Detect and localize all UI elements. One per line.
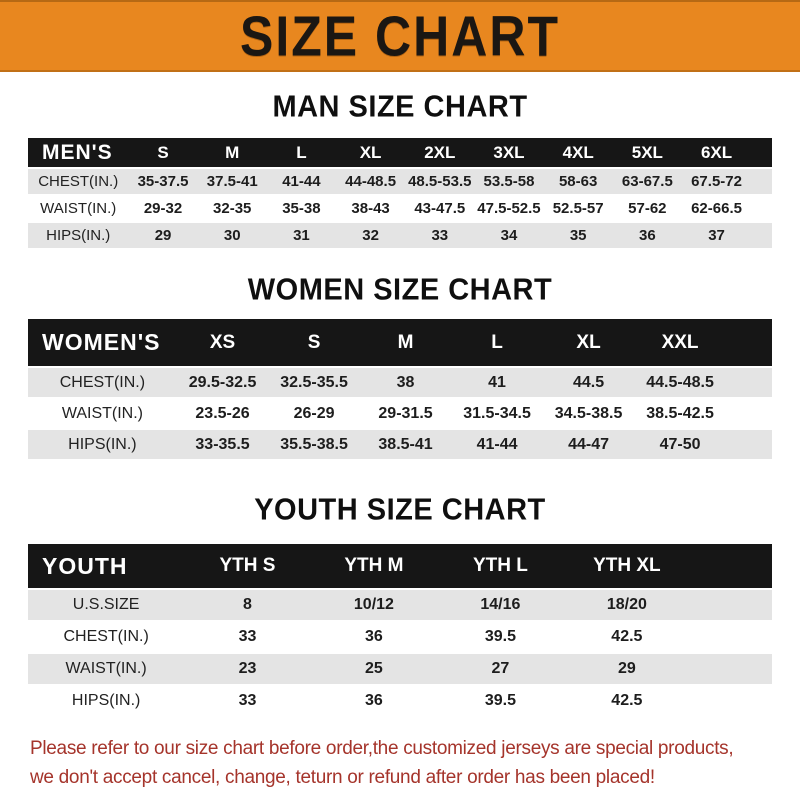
size-value-cell: 35-38 xyxy=(282,200,321,217)
size-value-cell: 14/16 xyxy=(480,596,521,613)
size-value-cell: 35.5-38.5 xyxy=(280,435,348,453)
measurement-row xyxy=(28,196,772,221)
size-value-cell: 29 xyxy=(617,660,636,677)
size-value-cell: 67.5-72 xyxy=(691,173,742,190)
size-value-cell: 23.5-26 xyxy=(195,404,250,422)
size-value-cell: 36 xyxy=(365,628,383,645)
mens-header-row xyxy=(28,138,772,167)
row-filler xyxy=(726,399,772,428)
size-column-header: 2XL xyxy=(424,142,456,162)
row-label: WAIST(IN.) xyxy=(61,404,143,422)
size-value-cell: 38.5-41 xyxy=(378,435,433,453)
disclaimer-text xyxy=(30,734,800,793)
size-value-cell: 62-66.5 xyxy=(691,200,742,217)
size-column-header: YTH M xyxy=(344,555,404,576)
header-filler xyxy=(726,319,772,366)
size-value-cell: 26-29 xyxy=(293,404,335,422)
size-value-cell: 34 xyxy=(500,227,518,244)
size-value-cell: 36 xyxy=(639,227,656,244)
size-column-header: 3XL xyxy=(493,142,525,162)
size-column-header: YTH S xyxy=(219,555,276,576)
size-value-cell: 32 xyxy=(362,227,379,244)
youth-group-label: YOUTH xyxy=(42,552,128,579)
youth-header-row xyxy=(28,544,772,588)
size-value-cell: 42.5 xyxy=(611,692,643,709)
women-size-section xyxy=(0,274,800,461)
size-value-cell: 41-44 xyxy=(282,173,321,190)
size-value-cell: 47-50 xyxy=(659,435,701,453)
size-value-cell: 32.5-35.5 xyxy=(280,373,348,391)
row-label: HIPS(IN.) xyxy=(46,227,111,244)
mens-size-table xyxy=(28,136,772,250)
size-value-cell: 32-35 xyxy=(213,200,252,217)
row-label: WAIST(IN.) xyxy=(40,200,117,217)
size-value-cell: 58-63 xyxy=(558,173,598,190)
man-size-table-wrap xyxy=(28,136,772,250)
size-value-cell: 37.5-41 xyxy=(206,173,258,190)
size-value-cell: 44-48.5 xyxy=(345,173,397,190)
size-value-cell: 25 xyxy=(365,660,383,677)
women-section-heading: WOMEN SIZE CHART xyxy=(247,273,553,307)
size-value-cell: 23 xyxy=(238,660,257,677)
size-column-header: S xyxy=(307,331,321,353)
row-label: U.S.SIZE xyxy=(72,596,140,613)
size-value-cell: 38 xyxy=(396,373,415,391)
size-column-header: XXL xyxy=(661,331,699,353)
row-filler xyxy=(726,430,772,459)
man-section-heading: MAN SIZE CHART xyxy=(272,90,528,124)
size-column-header: XL xyxy=(359,142,382,162)
size-value-cell: 53.5-58 xyxy=(483,173,535,190)
size-value-cell: 34.5-38.5 xyxy=(554,404,623,422)
size-column-header: XS xyxy=(209,331,236,353)
size-value-cell: 42.5 xyxy=(611,628,643,645)
size-column-header: 6XL xyxy=(700,142,733,162)
row-filler xyxy=(690,686,772,716)
size-value-cell: 31 xyxy=(293,227,310,244)
row-label: HIPS(IN.) xyxy=(71,692,141,709)
size-value-cell: 41 xyxy=(488,373,506,391)
size-value-cell: 41-44 xyxy=(476,435,518,453)
row-filler xyxy=(690,590,772,620)
size-column-header: YTH XL xyxy=(593,555,661,576)
size-chart-banner xyxy=(0,0,800,72)
size-value-cell: 30 xyxy=(223,227,241,244)
womens-size-table xyxy=(28,317,772,461)
size-value-cell: 33 xyxy=(238,692,257,709)
womens-header-row xyxy=(28,319,772,366)
measurement-row xyxy=(28,590,772,620)
size-value-cell: 10/12 xyxy=(353,596,394,613)
row-filler xyxy=(726,368,772,397)
size-value-cell: 36 xyxy=(365,692,383,709)
size-value-cell: 35 xyxy=(569,227,587,244)
row-filler xyxy=(751,196,772,221)
size-value-cell: 29-31.5 xyxy=(378,404,433,422)
disclaimer-line-1: Please refer to our size chart before order,the customized jerseys are special products, xyxy=(30,738,734,759)
row-label: CHEST(IN.) xyxy=(63,628,149,645)
size-column-header: 5XL xyxy=(631,142,663,162)
size-value-cell: 63-67.5 xyxy=(621,173,673,190)
size-column-header: M xyxy=(397,331,414,353)
size-value-cell: 52.5-57 xyxy=(552,200,604,217)
header-filler xyxy=(751,138,772,167)
size-column-header: L xyxy=(296,142,307,162)
women-size-table-wrap xyxy=(28,317,772,461)
youth-section-heading: YOUTH SIZE CHART xyxy=(254,493,546,527)
size-value-cell: 33-35.5 xyxy=(195,435,250,453)
size-value-cell: 35-37.5 xyxy=(137,173,189,190)
size-value-cell: 27 xyxy=(491,660,510,677)
size-value-cell: 48.5-53.5 xyxy=(408,173,472,190)
size-value-cell: 29-32 xyxy=(143,200,183,217)
header-filler xyxy=(690,544,772,588)
size-value-cell: 57-62 xyxy=(628,200,667,217)
size-value-cell: 43-47.5 xyxy=(414,200,466,217)
size-value-cell: 44-47 xyxy=(568,435,609,453)
row-label: CHEST(IN.) xyxy=(38,173,119,190)
size-value-cell: 39.5 xyxy=(484,628,516,645)
row-label: HIPS(IN.) xyxy=(68,435,137,453)
size-value-cell: 44.5-48.5 xyxy=(646,373,714,391)
size-value-cell: 33 xyxy=(431,227,449,244)
size-value-cell: 31.5-34.5 xyxy=(463,404,531,422)
size-value-cell: 29.5-32.5 xyxy=(188,373,257,391)
size-value-cell: 33 xyxy=(238,628,257,645)
row-label: WAIST(IN.) xyxy=(65,660,147,677)
man-size-section xyxy=(0,91,800,250)
size-value-cell: 47.5-52.5 xyxy=(477,200,541,217)
measurement-row xyxy=(28,622,772,652)
youth-size-section xyxy=(0,494,800,718)
row-filler xyxy=(690,654,772,684)
size-column-header: YTH L xyxy=(472,555,528,576)
measurement-row xyxy=(28,169,772,194)
size-value-cell: 38-43 xyxy=(351,200,390,217)
measurement-row xyxy=(28,223,772,248)
youth-size-table-wrap xyxy=(28,542,772,718)
row-filler xyxy=(751,223,772,248)
size-column-header: XL xyxy=(576,331,601,353)
mens-group-label: MEN'S xyxy=(42,140,113,164)
measurement-row xyxy=(28,654,772,684)
banner-title: SIZE CHART xyxy=(240,4,560,68)
size-value-cell: 39.5 xyxy=(484,692,516,709)
measurement-row xyxy=(28,399,772,428)
size-value-cell: 29 xyxy=(154,227,172,244)
measurement-row xyxy=(28,430,772,459)
measurement-row xyxy=(28,686,772,716)
disclaimer-line-2: we don't accept cancel, change, teturn or refund after order has been placed! xyxy=(30,767,655,789)
size-column-header: L xyxy=(491,331,503,353)
size-value-cell: 44.5 xyxy=(572,373,605,391)
womens-group-label: WOMEN'S xyxy=(42,329,161,355)
row-filler xyxy=(690,622,772,652)
size-value-cell: 37 xyxy=(708,227,725,244)
size-value-cell: 8 xyxy=(243,596,252,613)
youth-size-table xyxy=(28,542,772,718)
row-label: CHEST(IN.) xyxy=(59,373,146,391)
size-column-header: S xyxy=(157,142,169,162)
size-column-header: 4XL xyxy=(562,142,594,162)
measurement-row xyxy=(28,368,772,397)
size-value-cell: 18/20 xyxy=(606,596,647,613)
row-filler xyxy=(751,169,772,194)
size-value-cell: 38.5-42.5 xyxy=(646,404,714,422)
size-column-header: M xyxy=(225,142,240,162)
